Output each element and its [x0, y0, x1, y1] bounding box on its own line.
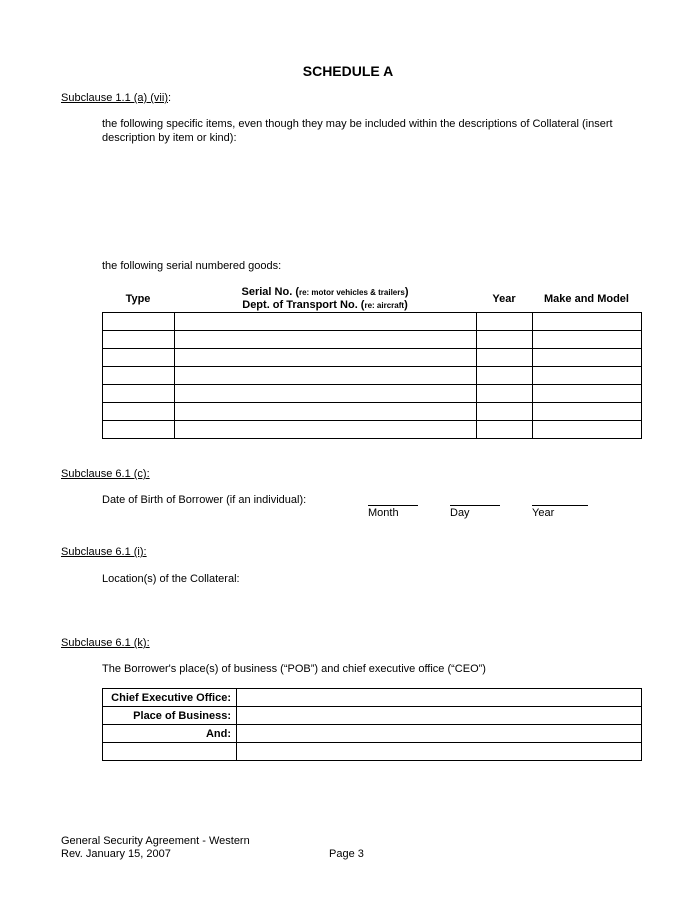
- footer-doc-title: General Security Agreement - Western: [61, 835, 250, 847]
- goods-cell-serial[interactable]: [175, 331, 477, 349]
- table-row: [103, 385, 642, 403]
- dob-day-label: Day: [450, 507, 470, 519]
- subclause-heading-6-1-c: Subclause 6.1 (c):: [61, 468, 150, 480]
- table-row: [103, 421, 642, 439]
- goods-cell-make-model[interactable]: [533, 349, 642, 367]
- goods-cell-make-model[interactable]: [533, 385, 642, 403]
- col-header-serial-a-note: re: motor vehicles & trailers: [298, 288, 405, 297]
- goods-cell-serial[interactable]: [175, 313, 477, 331]
- goods-cell-serial[interactable]: [175, 385, 477, 403]
- table-row: [103, 367, 642, 385]
- table-row: [103, 331, 642, 349]
- goods-cell-year[interactable]: [477, 385, 533, 403]
- col-header-serial-line-2: [174, 299, 476, 312]
- goods-cell-type[interactable]: [103, 331, 175, 349]
- goods-cell-make-model[interactable]: [533, 313, 642, 331]
- specific-items-line-2: description by item or kind):: [102, 132, 237, 144]
- table-row: [103, 725, 642, 743]
- ceo-value-cell[interactable]: [237, 689, 642, 707]
- extra-value-cell[interactable]: [237, 743, 642, 761]
- table-row: [103, 707, 642, 725]
- subclause-heading-1-1-text: Subclause 1.1 (a) (vii): [61, 92, 168, 104]
- dob-year-blank[interactable]: [532, 505, 588, 506]
- goods-cell-type[interactable]: [103, 313, 175, 331]
- pob-label: Place of Business:: [103, 707, 237, 725]
- dob-day-blank[interactable]: [450, 505, 500, 506]
- business-location-table: [102, 688, 642, 761]
- goods-cell-make-model[interactable]: [533, 421, 642, 439]
- goods-cell-make-model[interactable]: [533, 331, 642, 349]
- subclause-heading-1-1: [61, 92, 171, 104]
- subclause-heading-1-1-colon: :: [168, 92, 172, 104]
- page-title: SCHEDULE A: [302, 63, 394, 79]
- goods-cell-make-model[interactable]: [533, 367, 642, 385]
- serial-goods-table-body: [103, 313, 642, 439]
- col-header-serial-b: Dept. of Transport No. (: [242, 299, 365, 311]
- col-header-serial: [174, 286, 476, 312]
- goods-cell-year[interactable]: [477, 331, 533, 349]
- footer-page-number: Page 3: [329, 848, 364, 860]
- ceo-label: Chief Executive Office:: [103, 689, 237, 707]
- location-label: Location(s) of the Collateral:: [102, 573, 240, 585]
- table-row: [103, 743, 642, 761]
- footer-revision: Rev. January 15, 2007: [61, 848, 171, 860]
- col-header-make-model: Make and Model: [544, 293, 629, 305]
- col-header-serial-a: Serial No. (: [241, 286, 299, 298]
- table-row: [103, 689, 642, 707]
- goods-cell-type[interactable]: [103, 367, 175, 385]
- goods-cell-type[interactable]: [103, 421, 175, 439]
- goods-cell-serial[interactable]: [175, 367, 477, 385]
- pob-ceo-text: The Borrower's place(s) of business (“POB”) and chief executive office (“CEO”): [102, 663, 486, 675]
- extra-label: [103, 743, 237, 761]
- goods-cell-serial[interactable]: [175, 403, 477, 421]
- and-value-cell[interactable]: [237, 725, 642, 743]
- pob-value-cell[interactable]: [237, 707, 642, 725]
- goods-cell-year[interactable]: [477, 367, 533, 385]
- goods-cell-type[interactable]: [103, 403, 175, 421]
- goods-cell-year[interactable]: [477, 421, 533, 439]
- col-header-serial-b-note: re: aircraft: [364, 301, 405, 310]
- goods-cell-serial[interactable]: [175, 421, 477, 439]
- table-row: [103, 313, 642, 331]
- subclause-heading-6-1-i: Subclause 6.1 (i):: [61, 546, 147, 558]
- goods-cell-year[interactable]: [477, 403, 533, 421]
- dob-year-label: Year: [532, 507, 555, 519]
- goods-cell-make-model[interactable]: [533, 403, 642, 421]
- goods-cell-year[interactable]: [477, 349, 533, 367]
- dob-month-blank[interactable]: [368, 505, 418, 506]
- goods-cell-type[interactable]: [103, 385, 175, 403]
- table-row: [103, 349, 642, 367]
- col-header-type: Type: [125, 293, 151, 305]
- goods-cell-serial[interactable]: [175, 349, 477, 367]
- dob-month-label: Month: [368, 507, 399, 519]
- col-header-year: Year: [492, 293, 516, 305]
- specific-items-text: [102, 117, 613, 145]
- serial-goods-table: [102, 312, 642, 439]
- and-label: And:: [103, 725, 237, 743]
- specific-items-line-1: the following specific items, even though they may be included within the descriptions of Collateral (insert: [102, 118, 613, 130]
- subclause-heading-6-1-k: Subclause 6.1 (k):: [61, 637, 150, 649]
- serial-goods-intro: the following serial numbered goods:: [102, 260, 282, 272]
- col-header-serial-a-close: ): [404, 286, 409, 298]
- table-row: [103, 403, 642, 421]
- goods-cell-year[interactable]: [477, 313, 533, 331]
- col-header-serial-line-1: [174, 286, 476, 299]
- goods-cell-type[interactable]: [103, 349, 175, 367]
- dob-label: Date of Birth of Borrower (if an individual):: [102, 494, 307, 506]
- col-header-serial-b-close: ): [404, 299, 408, 311]
